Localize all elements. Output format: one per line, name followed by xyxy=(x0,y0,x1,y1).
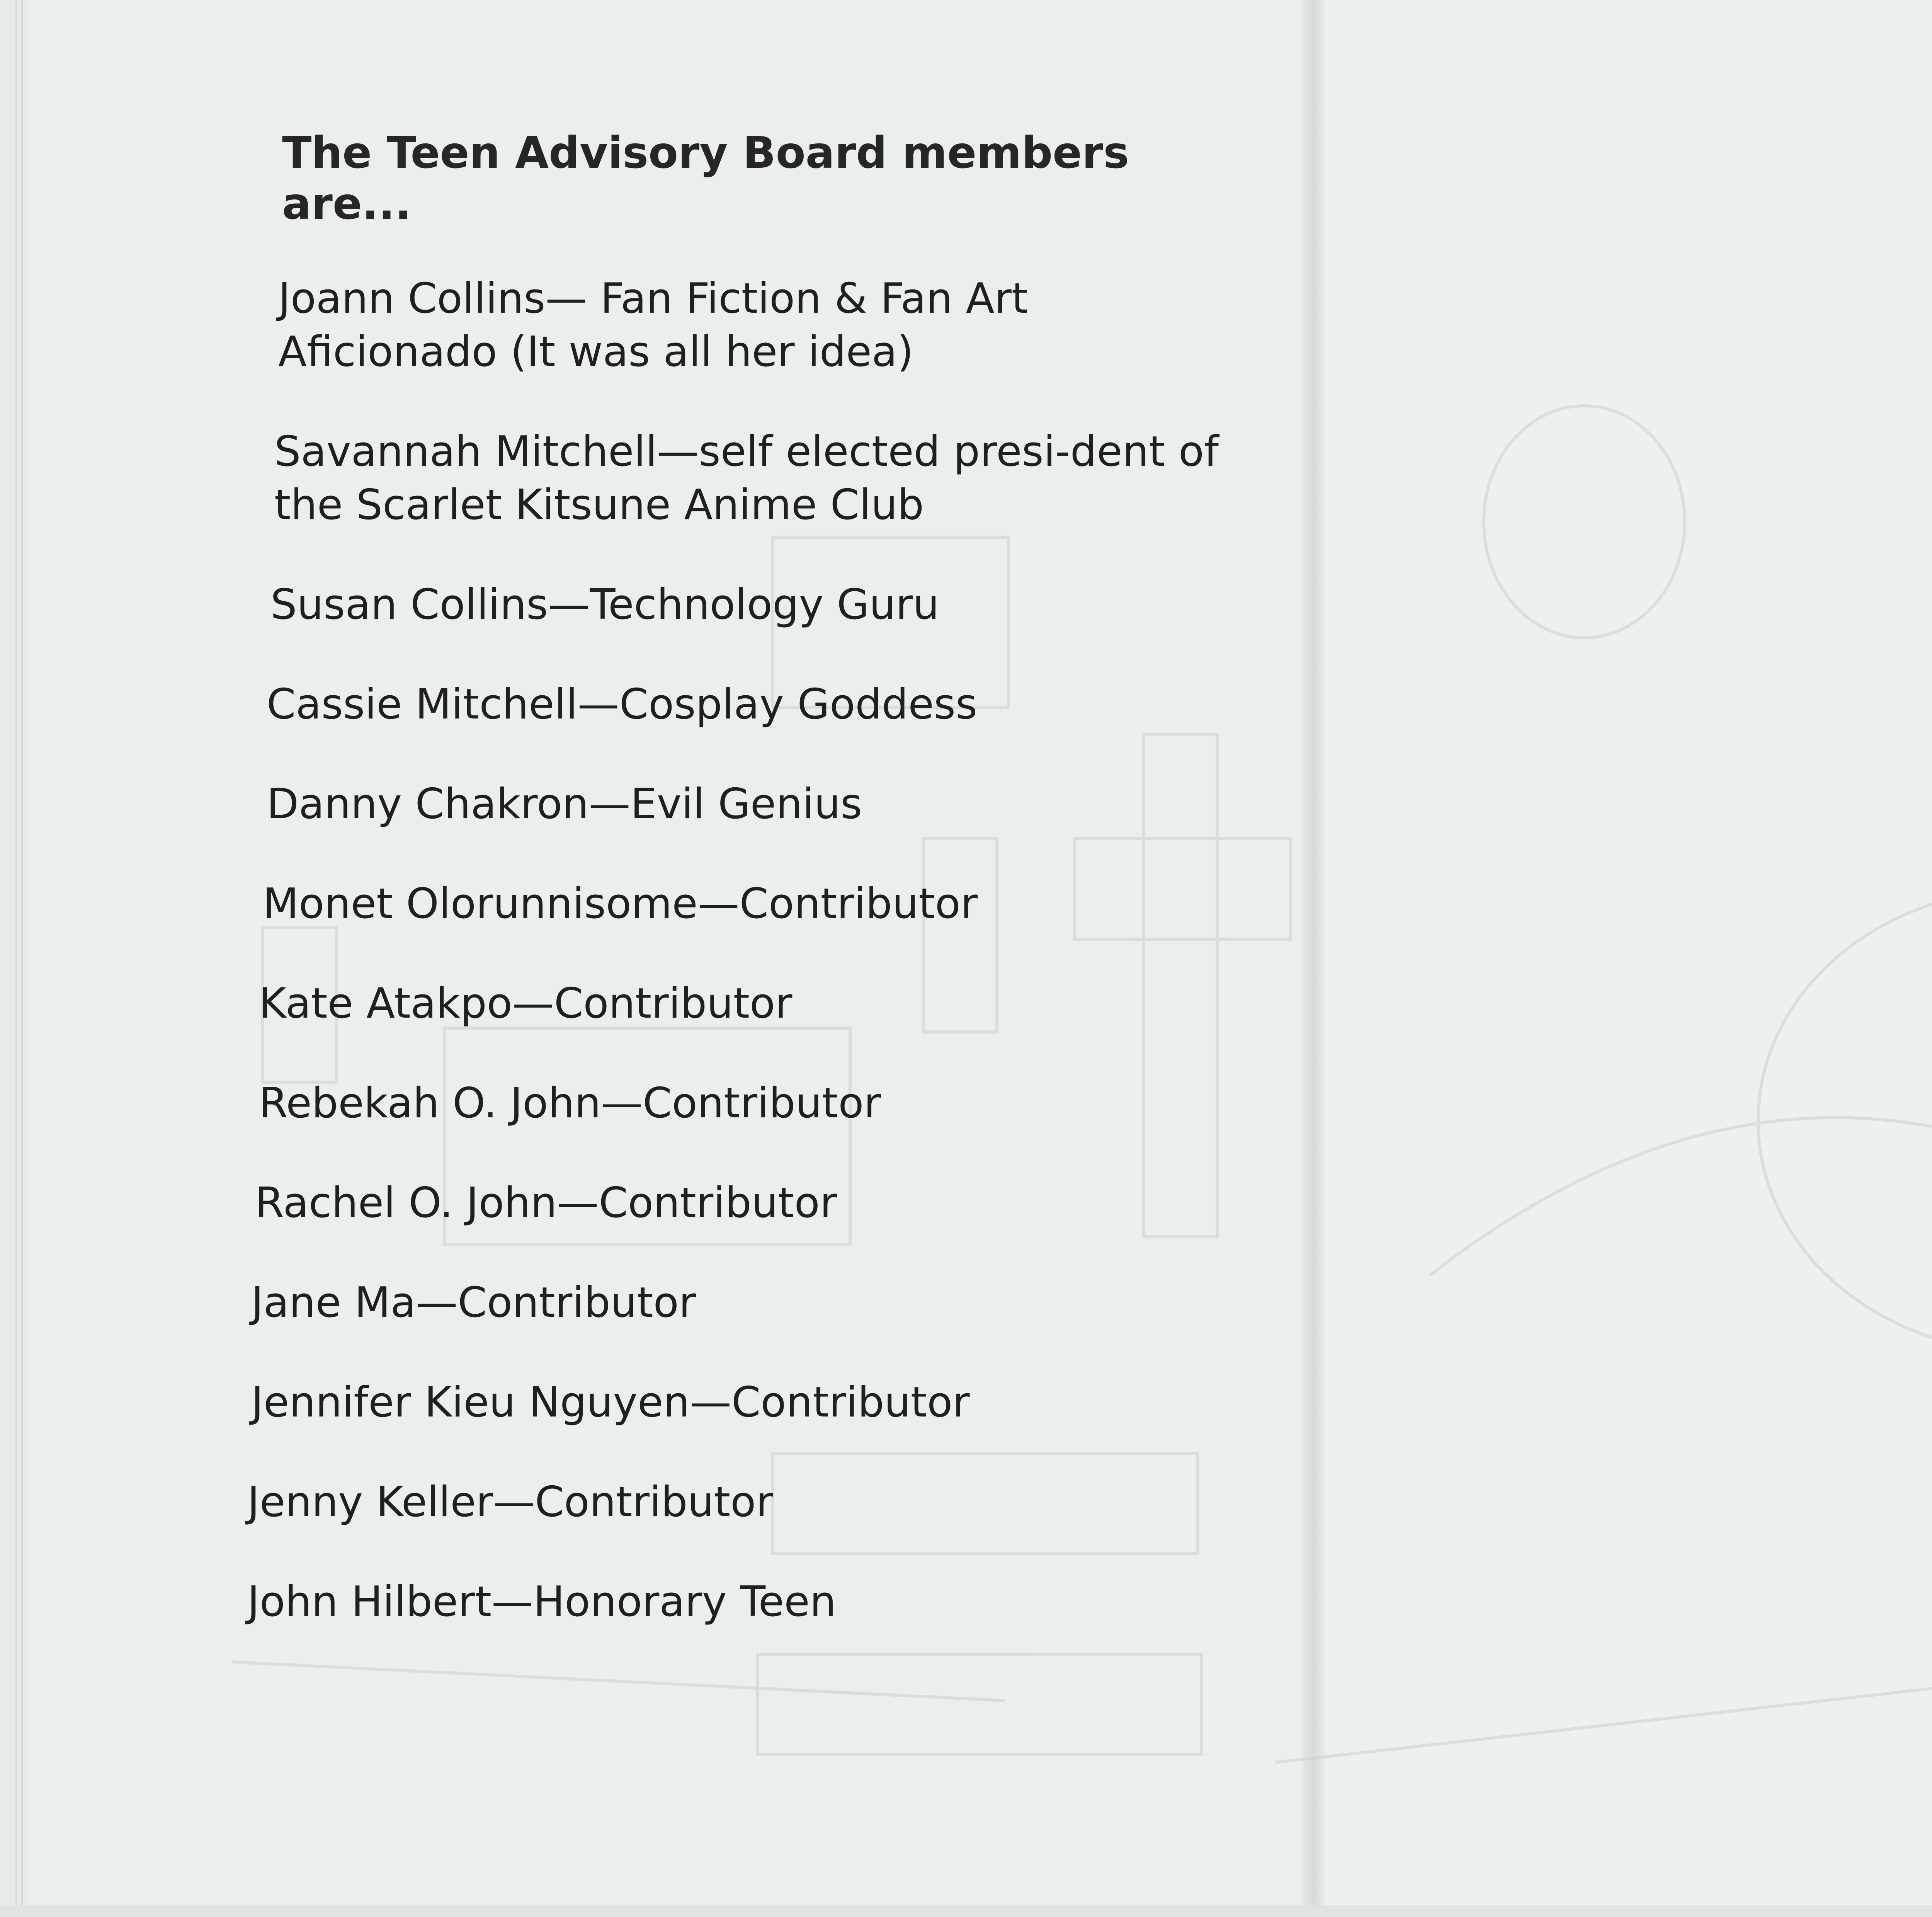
member-entry: Monet Olorunnisome—Contributor xyxy=(263,880,978,928)
page-heading: The Teen Advisory Board members are... xyxy=(282,128,1129,229)
member-entry: Jenny Keller—Contributor xyxy=(247,1478,773,1526)
teen-advisory-board-list xyxy=(247,128,1236,1675)
member-entry: John Hilbert—Honorary Teen xyxy=(247,1578,837,1626)
member-entry: Cassie Mitchell—Cosplay Goddess xyxy=(267,680,978,729)
member-entry: Danny Chakron—Evil Genius xyxy=(267,780,862,828)
member-entry: Rebekah O. John—Contributor xyxy=(259,1079,881,1127)
member-entry: Jennifer Kieu Nguyen—Contributor xyxy=(251,1378,970,1427)
member-entry: Kate Atakpo—Contributor xyxy=(259,979,793,1028)
member-entry: Rachel O. John—Contributor xyxy=(255,1179,837,1227)
member-entry: Joann Collins— Fan Fiction & Fan Art Aficionado (It was all her idea) xyxy=(278,274,1028,376)
member-entry: Savannah Mitchell—self elected presi-dent of the Scarlet Kitsune Anime Club xyxy=(274,427,1219,529)
member-entry: Susan Collins—Technology Guru xyxy=(270,581,939,629)
member-entry: Jane Ma—Contributor xyxy=(251,1279,696,1327)
